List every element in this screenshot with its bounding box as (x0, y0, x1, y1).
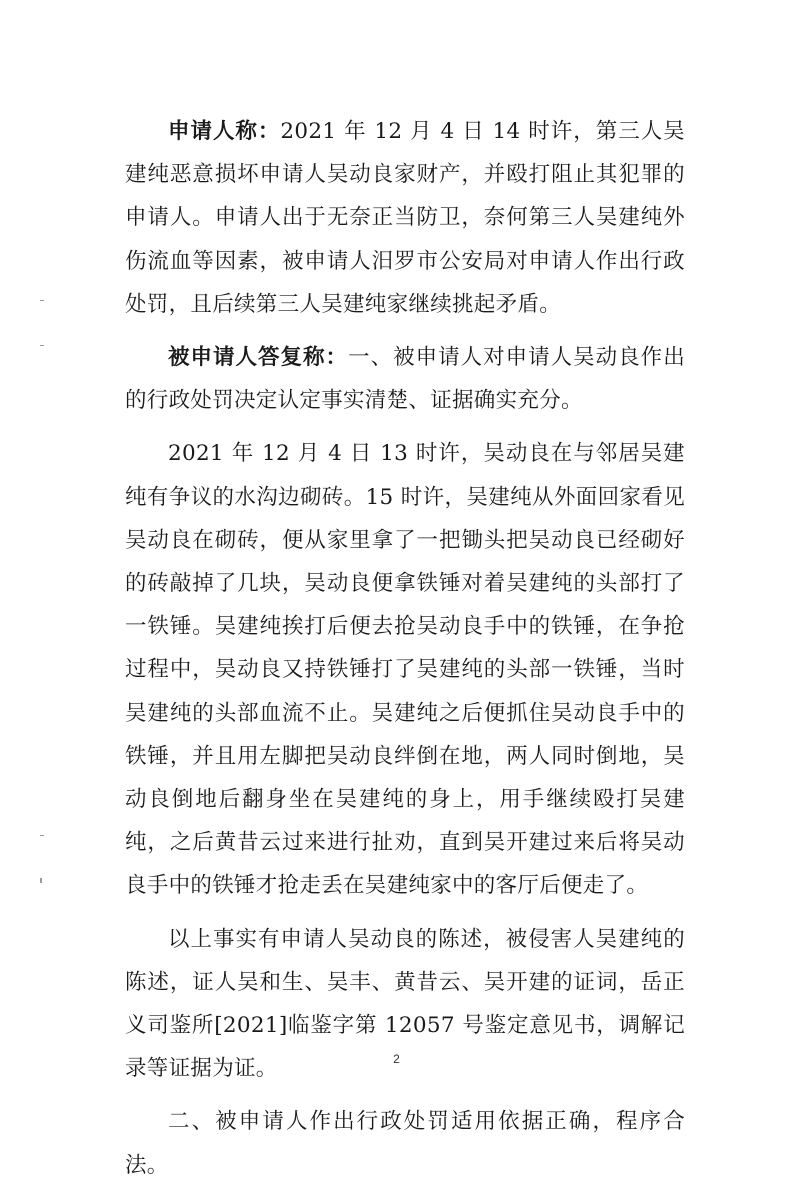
paragraph-text: 二、被申请人作出行政处罚适用依据正确，程序合法。 (125, 1109, 685, 1178)
page-number: 2 (393, 1052, 400, 1066)
paragraph-lead: 申请人称： (168, 119, 281, 144)
paragraph-applicant-claim (125, 110, 685, 326)
paragraph-lead: 被申请人答复称： (168, 345, 349, 371)
scan-mark (40, 345, 44, 346)
scan-mark (40, 300, 44, 301)
paragraph-legal-basis (125, 1100, 685, 1186)
paragraph-text: 以上事实有申请人吴动良的陈述，被侵害人吴建纯的陈述，证人吴和生、吴丰、黄昔云、吴开建的证词，岳正义司鉴所[2021]临鉴字第 12057 号鉴定意见书，调解记录等证据为证。 (125, 926, 685, 1082)
scan-mark (40, 835, 44, 836)
paragraph-respondent-reply (125, 336, 685, 422)
paragraph-text: 一、被申请人对申请人吴动良作出的行政处罚决定认定事实清楚、证据确实充分。 (125, 345, 685, 414)
paragraph-facts (125, 432, 685, 907)
paragraph-text: 2021 年 12 月 4 日 14 时许，第三人吴建纯恶意损坏申请人吴动良家财产，并殴打阻止其犯罪的申请人。申请人出于无奈正当防卫，奈何第三人吴建纯外伤流血等因素，被申请人汨罗市公安局对申请人作出行政处罚，且后续第三人吴建纯家继续挑起矛盾。 (125, 119, 685, 317)
paragraph-text: 2021 年 12 月 4 日 13 时许，吴动良在与邻居吴建纯有争议的水沟边砌砖。15 时许，吴建纯从外面回家看见吴动良在砌砖，便从家里拿了一把锄头把吴动良已经砌好的砖敲掉了几块，吴动良便拿铁锤对着吴建纯的头部打了一铁锤。吴建纯挨打后便去抢吴动良手中的铁锤，在争抢过程中，吴动良又持铁锤打了吴建纯的头部一铁锤，当时吴建纯的头部血流不止。吴建纯之后便抓住吴动良手中的铁锤，并且用左脚把吴动良绊倒在地，两人同时倒地，吴动良倒地后翻身坐在吴建纯的身上，用手继续殴打吴建纯，之后黄昔云过来进行扯劝，直到吴开建过来后将吴动良手中的铁锤才抢走丢在吴建纯家中的客厅后便走了。 (125, 441, 685, 899)
scan-mark (40, 878, 42, 883)
document-body (125, 110, 685, 1187)
